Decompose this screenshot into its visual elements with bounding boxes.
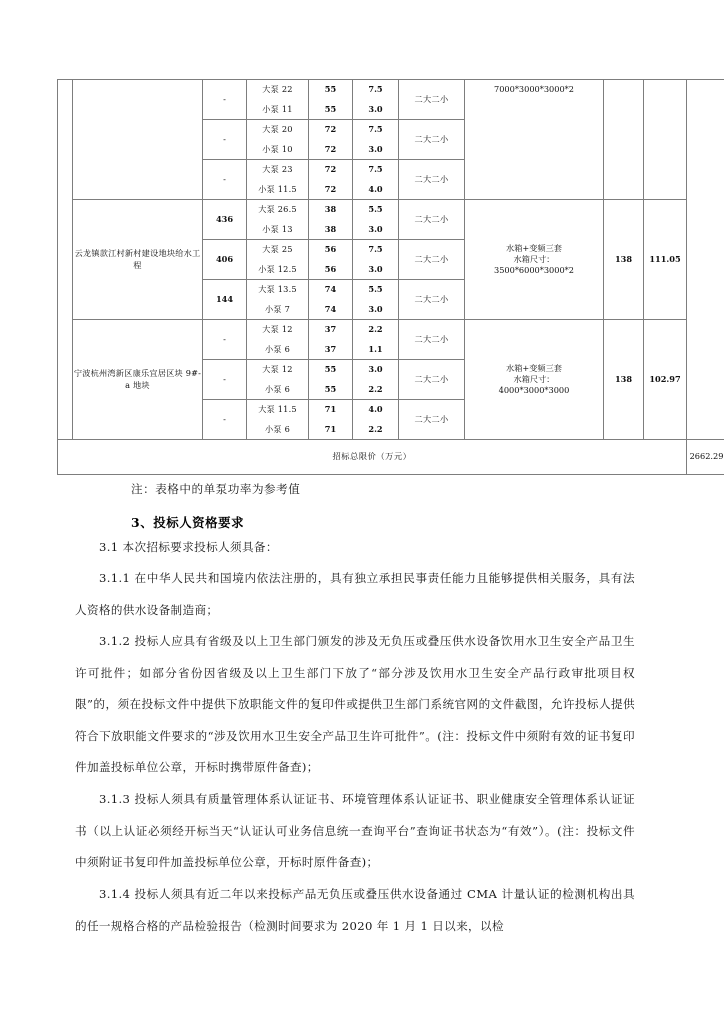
pump-model-cell	[247, 320, 309, 360]
pump-subrow-value: 小泵 13	[262, 224, 293, 234]
pump-power-cell	[353, 360, 399, 400]
price-cell	[644, 80, 687, 200]
water-tank-spec-line: 水箱尺寸：	[513, 373, 555, 384]
pump-model-cell	[247, 80, 309, 120]
pump-subrow-value: 3.0	[368, 304, 383, 314]
quantity-cell: 138	[604, 200, 644, 320]
pump-model-cell	[247, 280, 309, 320]
pump-subrow-value: 大泵 26.5	[258, 204, 297, 214]
pump-head-cell	[309, 160, 353, 200]
pump-head-cell	[309, 400, 353, 440]
total-value-cell: 2662.29	[687, 440, 724, 475]
table-remark-column	[687, 80, 724, 440]
quantity-cell: 138	[604, 320, 644, 440]
table-row	[58, 320, 724, 360]
pump-subrow-value: 4.0	[368, 184, 383, 194]
pump-subrow-value: 4.0	[368, 404, 383, 414]
pump-subrow-value: 小泵 11	[262, 104, 293, 114]
pump-subrow-value: 7.5	[368, 124, 383, 134]
pump-subrow-value: 大泵 12	[262, 364, 293, 374]
pump-head-cell	[309, 120, 353, 160]
pump-head-cell	[309, 240, 353, 280]
project-name-cell	[73, 80, 203, 200]
water-tank-spec-cell	[465, 320, 604, 440]
bid-spec-table-container	[57, 79, 724, 475]
pump-subrow-value: 72	[324, 184, 337, 194]
pump-configuration-cell: 二大二小	[399, 80, 465, 120]
price-cell: 111.05	[644, 200, 687, 320]
pump-head-cell	[309, 360, 353, 400]
pump-subrow-value: 72	[324, 164, 337, 174]
pump-configuration-cell: 二大二小	[399, 200, 465, 240]
pump-model-cell	[247, 400, 309, 440]
pump-subrow-value: 小泵 12.5	[258, 264, 297, 274]
pump-subrow-value: 小泵 7	[265, 304, 290, 314]
pump-subrow-value: 小泵 10	[262, 144, 293, 154]
water-tank-spec-cell	[465, 80, 604, 200]
pump-subrow-value: 71	[324, 404, 337, 414]
section-heading-3: 3、投标人资格要求	[131, 515, 245, 530]
paragraph-3-1-1: 3.1.1 在中华人民共和国境内依法注册的，具有独立承担民事责任能力且能够提供相关服务，具有法人资格的供水设备制造商；	[75, 571, 635, 617]
paragraph-3-1-2: 3.1.2 投标人应具有省级及以上卫生部门颁发的涉及无负压或叠压供水设备饮用水卫生安全产品卫生许可批件；如部分省份因省级及以上卫生部门下放了“部分涉及饮用水卫生安全产品行政审批项目权限”的，须在投标文件中提供下放职能文件的复印件或提供卫生部门系统官网的文件截图，允许投标人提供符合下放职能文件要求的“涉及饮用水卫生安全产品卫生许可批件”。(注：投标文件中须附有效的证书复印件加盖投标单位公章，开标时携带原件备查)；	[75, 634, 635, 774]
pump-configuration-cell: 二大二小	[399, 160, 465, 200]
pump-subrow-value: 大泵 12	[262, 324, 293, 334]
pump-subrow-value: 大泵 25	[262, 244, 293, 254]
water-tank-spec-line: 水箱+变频三套	[506, 242, 562, 253]
pump-subrow-value: 2.2	[368, 324, 383, 334]
pump-power-cell	[353, 160, 399, 200]
pump-subrow-value: 2.2	[368, 424, 383, 434]
pump-subrow-value: 38	[324, 204, 337, 214]
pump-power-cell	[353, 200, 399, 240]
pump-model-cell	[247, 120, 309, 160]
pump-subrow-value: 72	[324, 144, 337, 154]
pump-configuration-cell: 二大二小	[399, 360, 465, 400]
water-tank-spec-line: 4000*3000*3000	[498, 385, 570, 396]
pump-subrow-value: 大泵 20	[262, 124, 293, 134]
paragraph-3-1-3: 3.1.3 投标人须具有质量管理体系认证证书、环境管理体系认证证书、职业健康安全管理体系认证证书（以上认证必须经开标当天“认证认可业务信息统一查询平台”查询证书状态为“有效”）。(注：投标文件中须附证书复印件加盖投标单位公章，开标时原件备查)；	[75, 792, 635, 869]
pump-subrow-value: 56	[324, 244, 337, 254]
project-name-cell: 宁波杭州湾新区康乐宜居区块 9#-a 地块	[73, 320, 203, 440]
pump-subrow-value: 71	[324, 424, 337, 434]
pump-subrow-value: 5.5	[368, 284, 383, 294]
pump-subrow-value: 55	[324, 364, 337, 374]
pump-subrow-value: 7.5	[368, 244, 383, 254]
pump-subrow-value: 5.5	[368, 204, 383, 214]
pump-configuration-cell: 二大二小	[399, 400, 465, 440]
pump-subrow-value: 72	[324, 124, 337, 134]
pump-subrow-value: 74	[324, 284, 337, 294]
water-tank-spec-line: 水箱+变频三套	[506, 362, 562, 373]
table-row	[58, 80, 724, 120]
flow-rate-cell: -	[203, 120, 247, 160]
pump-subrow-value: 大泵 23	[262, 164, 293, 174]
pump-subrow-value: 37	[324, 344, 337, 354]
water-tank-spec-line: 7000*3000*3000*2	[493, 84, 574, 94]
price-cell: 102.97	[644, 320, 687, 440]
pump-configuration-cell: 二大二小	[399, 120, 465, 160]
pump-head-cell	[309, 280, 353, 320]
table-body	[58, 80, 724, 475]
table-index-column	[58, 80, 73, 440]
pump-subrow-value: 7.5	[368, 164, 383, 174]
paragraph-3-1-4: 3.1.4 投标人须具有近二年以来投标产品无负压或叠压供水设备通过 CMA 计量认证的检测机构出具的任一规格合格的产品检验报告（检测时间要求为 2020 年 1 月 1 日以来，以检	[75, 887, 635, 933]
project-name-cell: 云龙镇款江村新村建设地块给水工程	[73, 200, 203, 320]
pump-configuration-cell: 二大二小	[399, 240, 465, 280]
pump-power-cell	[353, 280, 399, 320]
pump-subrow-value: 1.1	[368, 344, 383, 354]
pump-subrow-value: 74	[324, 304, 337, 314]
pump-subrow-value: 37	[324, 324, 337, 334]
pump-subrow-value: 3.0	[368, 104, 383, 114]
flow-rate-cell: 436	[203, 200, 247, 240]
flow-rate-cell: -	[203, 400, 247, 440]
pump-subrow-value: 7.5	[368, 84, 383, 94]
pump-model-cell	[247, 160, 309, 200]
table-total-row	[58, 440, 724, 475]
pump-head-cell	[309, 200, 353, 240]
paragraph-3-1: 3.1 本次招标要求投标人须具备：	[99, 540, 278, 554]
pump-subrow-value: 55	[324, 384, 337, 394]
total-label-cell: 招标总限价（万元）	[58, 440, 687, 475]
pump-head-cell	[309, 80, 353, 120]
flow-rate-cell: -	[203, 80, 247, 120]
pump-subrow-value: 小泵 6	[265, 424, 290, 434]
flow-rate-cell: -	[203, 360, 247, 400]
pump-power-cell	[353, 320, 399, 360]
pump-subrow-value: 55	[324, 84, 337, 94]
pump-model-cell	[247, 200, 309, 240]
pump-subrow-value: 3.0	[368, 224, 383, 234]
pump-power-cell	[353, 400, 399, 440]
pump-power-cell	[353, 80, 399, 120]
pump-configuration-cell: 二大二小	[399, 320, 465, 360]
pump-subrow-value: 56	[324, 264, 337, 274]
pump-subrow-value: 55	[324, 104, 337, 114]
pump-subrow-value: 小泵 6	[265, 344, 290, 354]
flow-rate-cell: -	[203, 160, 247, 200]
pump-power-cell	[353, 240, 399, 280]
pump-power-cell	[353, 120, 399, 160]
flow-rate-cell: -	[203, 320, 247, 360]
flow-rate-cell: 144	[203, 280, 247, 320]
pump-subrow-value: 大泵 11.5	[258, 404, 297, 414]
pump-subrow-value: 3.0	[368, 364, 383, 374]
pump-model-cell	[247, 360, 309, 400]
pump-head-cell	[309, 320, 353, 360]
table-row	[58, 200, 724, 240]
table-note: 注：表格中的单泵功率为参考值	[131, 482, 301, 496]
water-tank-spec-line: 3500*6000*3000*2	[493, 265, 574, 276]
pump-subrow-value: 38	[324, 224, 337, 234]
pump-subrow-value: 2.2	[368, 384, 383, 394]
water-tank-spec-cell	[465, 200, 604, 320]
pump-subrow-value: 大泵 13.5	[258, 284, 297, 294]
water-tank-spec-line: 水箱尺寸：	[513, 253, 555, 264]
pump-model-cell	[247, 240, 309, 280]
pump-subrow-value: 3.0	[368, 144, 383, 154]
pump-subrow-value: 小泵 6	[265, 384, 290, 394]
quantity-cell	[604, 80, 644, 200]
pump-configuration-cell: 二大二小	[399, 280, 465, 320]
pump-subrow-value: 小泵 11.5	[258, 184, 297, 194]
bid-spec-table	[57, 79, 724, 475]
pump-subrow-value: 3.0	[368, 264, 383, 274]
flow-rate-cell: 406	[203, 240, 247, 280]
pump-subrow-value: 大泵 22	[262, 84, 293, 94]
